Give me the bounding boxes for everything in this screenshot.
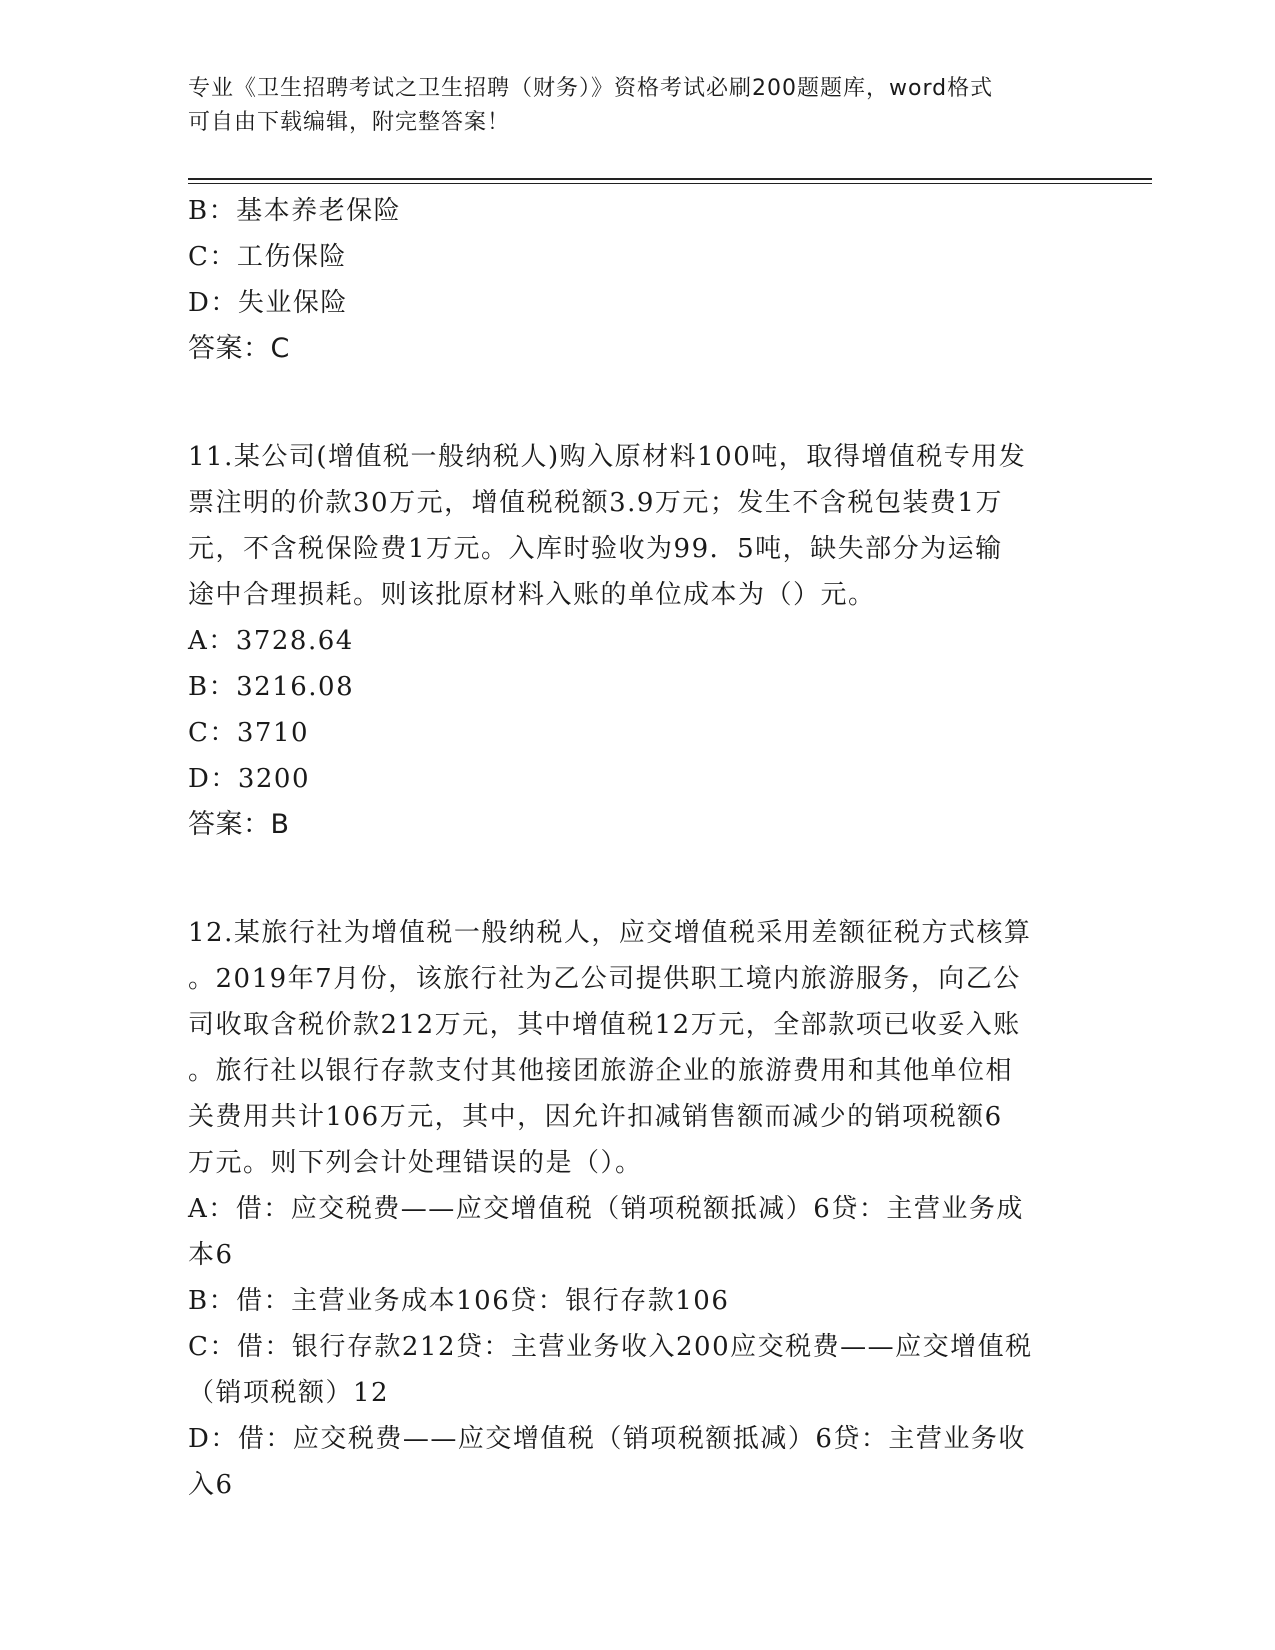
- header-line-1: 专业《卫生招聘考试之卫生招聘（财务）》资格考试必刷200题题库，word格式: [188, 76, 994, 101]
- q11-answer: 答案：B: [188, 809, 290, 840]
- document-body: [188, 188, 1088, 1508]
- q12-option-c-cont: （销项税额）12: [188, 1378, 390, 1408]
- q12-option-a: A：借：应交税费——应交增值税（销项税额抵减）6贷：主营业务成: [188, 1194, 1024, 1224]
- header-divider: [188, 178, 1152, 184]
- q12-stem-line: 关费用共计106万元，其中，因允许扣减销售额而减少的销项税额6: [188, 1102, 1003, 1132]
- q11-stem-line: 票注明的价款30万元，增值税税额3.9万元；发生不含税包装费1万: [188, 488, 1003, 518]
- q10-option-d: D：失业保险: [188, 288, 348, 318]
- q11-stem-line: 途中合理损耗。则该批原材料入账的单位成本为（）元。: [188, 580, 876, 610]
- spacer: [188, 372, 1088, 434]
- q10-answer: 答案：C: [188, 333, 290, 364]
- q12-stem-line: 。2019年7月份，该旅行社为乙公司提供职工境内旅游服务，向乙公: [188, 964, 1021, 994]
- q12-option-d: D：借：应交税费——应交增值税（销项税额抵减）6贷：主营业务收: [188, 1424, 1026, 1454]
- q12-option-c: C：借：银行存款212贷：主营业务收入200应交税费——应交增值税: [188, 1332, 1033, 1362]
- q12-option-a-cont: 本6: [188, 1240, 234, 1270]
- q10-option-c: C：工伤保险: [188, 242, 347, 272]
- q11-option-b: B：3216.08: [188, 672, 355, 702]
- question-12: [188, 910, 1088, 1508]
- q12-stem-line: 12.某旅行社为增值税一般纳税人，应交增值税采用差额征税方式核算: [188, 918, 1032, 948]
- header-line-2: 可自由下载编辑，附完整答案！: [188, 110, 511, 135]
- spacer: [188, 848, 1088, 910]
- q12-stem-line: 万元。则下列会计处理错误的是（）。: [188, 1148, 643, 1178]
- q11-stem-line: 11.某公司(增值税一般纳税人)购入原材料100吨，取得增值税专用发: [188, 442, 1027, 472]
- document-header: [188, 72, 1088, 140]
- q11-option-a: A：3728.64: [188, 626, 354, 656]
- q12-stem-line: 司收取含税价款212万元，其中增值税12万元，全部款项已收妥入账: [188, 1010, 1021, 1040]
- q12-option-b: B：借：主营业务成本106贷：银行存款106: [188, 1286, 730, 1316]
- q11-option-c: C：3710: [188, 718, 310, 748]
- q11-stem-line: 元，不含税保险费1万元。入库时验收为99．5吨，缺失部分为运输: [188, 534, 1003, 564]
- question-10-remainder: [188, 188, 1088, 372]
- q12-stem-line: 。旅行社以银行存款支付其他接团旅游企业的旅游费用和其他单位相: [188, 1056, 1014, 1086]
- q11-option-d: D：3200: [188, 764, 311, 794]
- question-11: [188, 434, 1088, 848]
- q10-option-b: B：基本养老保险: [188, 196, 402, 226]
- q12-option-d-cont: 入6: [188, 1470, 234, 1500]
